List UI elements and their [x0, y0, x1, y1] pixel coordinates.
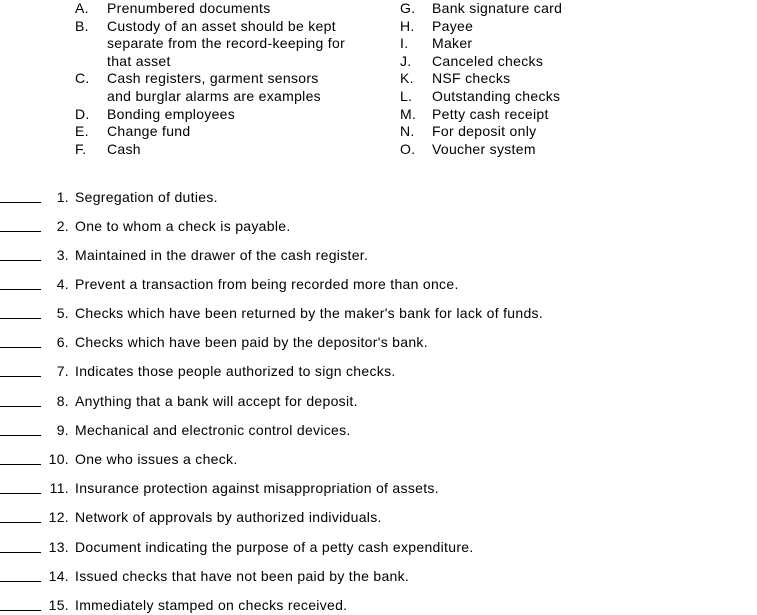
term-text: For deposit only: [432, 123, 537, 140]
term-text: NSF checks: [432, 70, 511, 87]
question-number: 13.: [48, 539, 69, 555]
question-number: 4.: [56, 276, 69, 292]
term-letter: J.: [400, 52, 412, 69]
question-text: Checks which have been returned by the maker's bank for lack of funds.: [75, 305, 544, 321]
term-item: [75, 123, 365, 141]
question-number: 9.: [56, 422, 69, 438]
answer-blank[interactable]: [0, 420, 41, 440]
term-letter: G.: [400, 0, 416, 16]
terms-list-right: [400, 0, 740, 158]
question-text: Immediately stamped on checks received.: [75, 597, 348, 613]
term-item: [400, 88, 740, 106]
term-text: Outstanding checks: [432, 87, 561, 104]
term-item: [400, 0, 740, 18]
term-letter: E.: [75, 123, 89, 140]
term-letter: C.: [75, 70, 90, 87]
answer-blank[interactable]: [0, 245, 41, 265]
term-text: Bonding employees: [107, 105, 236, 122]
term-letter: M.: [400, 105, 417, 122]
term-item: [75, 141, 365, 159]
answer-blank[interactable]: [0, 566, 41, 586]
term-letter: K.: [400, 70, 414, 87]
term-text: Cash: [107, 140, 141, 157]
question-number: 7.: [56, 363, 69, 379]
question-number: 2.: [56, 218, 69, 234]
term-text: Maker: [432, 35, 473, 52]
term-text: Cash registers, garment sensors and burglar alarms are examples: [107, 70, 321, 104]
term-item: [400, 141, 740, 159]
term-text: Voucher system: [432, 140, 536, 157]
term-letter: I.: [400, 35, 409, 52]
answer-blank[interactable]: [0, 449, 41, 469]
term-item: [400, 70, 740, 88]
term-letter: N.: [400, 123, 415, 140]
term-item: [400, 123, 740, 141]
answer-blank[interactable]: [0, 187, 41, 207]
answer-blank[interactable]: [0, 274, 41, 294]
question-text: Mechanical and electronic control devices.: [75, 422, 351, 438]
question-number: 14.: [48, 568, 69, 584]
answer-blank[interactable]: [0, 537, 41, 557]
term-text: Custody of an asset should be kept separate from the record-keeping for that asset: [107, 17, 346, 69]
term-text: Prenumbered documents: [107, 0, 271, 16]
term-letter: O.: [400, 140, 416, 157]
term-item: [400, 18, 740, 36]
term-letter: F.: [75, 140, 87, 157]
question-text: Prevent a transaction from being recorded more than once.: [75, 276, 459, 292]
term-item: [400, 35, 740, 53]
question-text: Document indicating the purpose of a petty cash expenditure.: [75, 539, 474, 555]
term-text: Payee: [432, 17, 474, 34]
question-number: 10.: [48, 451, 69, 467]
term-letter: H.: [400, 17, 415, 34]
question-number: 3.: [56, 247, 69, 263]
term-text: Canceled checks: [432, 52, 544, 69]
term-item: [400, 53, 740, 71]
term-item: [75, 0, 365, 18]
term-item: [400, 106, 740, 124]
terms-list-left: [75, 0, 365, 158]
question-number: 1.: [56, 189, 69, 205]
answer-blank[interactable]: [0, 478, 41, 498]
question-text: Checks which have been paid by the depositor's bank.: [75, 334, 428, 350]
answer-blank[interactable]: [0, 595, 41, 615]
question-number: 5.: [56, 305, 69, 321]
question-text: One to whom a check is payable.: [75, 218, 291, 234]
answer-blank[interactable]: [0, 303, 41, 323]
question-text: Maintained in the drawer of the cash register.: [75, 247, 369, 263]
term-item: [75, 106, 365, 124]
question-number: 6.: [56, 334, 69, 350]
question-number: 15.: [48, 597, 69, 613]
answer-blank[interactable]: [0, 332, 41, 352]
term-text: Petty cash receipt: [432, 105, 549, 122]
term-item: [75, 18, 365, 71]
term-text: Change fund: [107, 123, 191, 140]
question-text: One who issues a check.: [75, 451, 238, 467]
question-text: Issued checks that have not been paid by the bank.: [75, 568, 410, 584]
question-text: Insurance protection against misappropriation of assets.: [75, 480, 439, 496]
term-letter: A.: [75, 0, 89, 16]
question-number: 12.: [48, 509, 69, 525]
question-number: 8.: [56, 393, 69, 409]
term-letter: D.: [75, 105, 90, 122]
answer-blank[interactable]: [0, 391, 41, 411]
question-number: 11.: [49, 480, 69, 496]
answer-blank[interactable]: [0, 361, 41, 381]
term-text: Bank signature card: [432, 0, 563, 16]
question-text: Network of approvals by authorized individuals.: [75, 509, 382, 525]
answer-blank[interactable]: [0, 507, 41, 527]
question-text: Segregation of duties.: [75, 189, 218, 205]
answer-blank[interactable]: [0, 216, 41, 236]
term-letter: L.: [400, 87, 413, 104]
term-item: [75, 70, 365, 105]
question-text: Indicates those people authorized to sign checks.: [75, 363, 396, 379]
question-text: Anything that a bank will accept for deposit.: [75, 393, 358, 409]
term-letter: B.: [75, 17, 89, 34]
